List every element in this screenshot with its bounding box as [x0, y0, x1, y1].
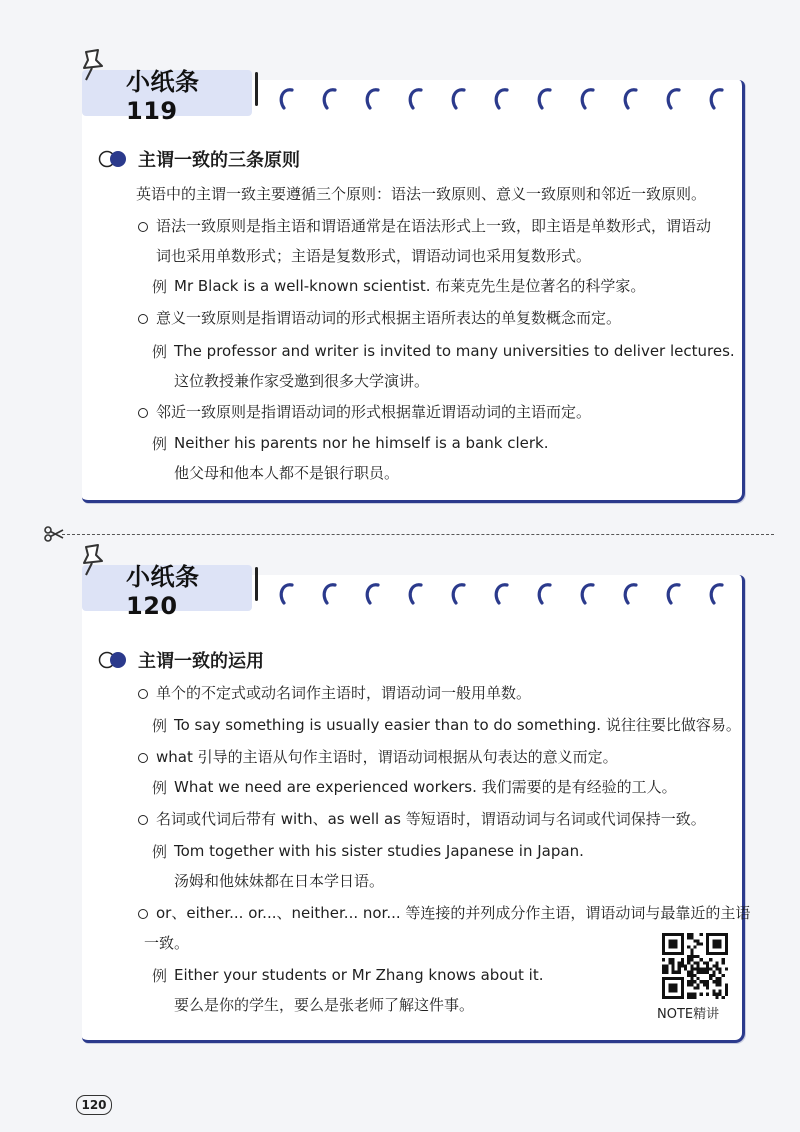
scissors-icon [44, 524, 64, 544]
binder-ring [324, 585, 335, 603]
toggle-icon [98, 150, 130, 168]
qr-caption: NOTE精讲 [657, 1007, 720, 1022]
example-text: What we need are experienced workers. 我们需要的是有经验的工人。 [174, 778, 677, 796]
toggle-icon [98, 651, 130, 669]
binder-ring [281, 90, 292, 108]
binder-ring [410, 90, 421, 108]
binder-ring [324, 90, 335, 108]
tab-divider [255, 72, 258, 106]
card-title: 小纸条 119 [126, 67, 200, 125]
example-label: 例 [152, 278, 168, 296]
bullet [138, 753, 148, 763]
binder-ring [539, 90, 550, 108]
example-translation: 他父母和他本人都不是银行职员。 [174, 464, 400, 482]
qr-code[interactable] [662, 933, 728, 999]
binder-ring [281, 585, 292, 603]
cut-line [62, 534, 774, 535]
note-card-119 [82, 67, 745, 503]
example-label: 例 [152, 967, 168, 985]
example-text: Mr Black is a well-known scientist. 布莱克先生是位著名的科学家。 [174, 277, 646, 295]
bullet [138, 909, 148, 919]
example-translation: 汤姆和他妹妹都在日本学日语。 [174, 872, 385, 890]
tab-divider [255, 567, 258, 601]
binder-ring [496, 585, 507, 603]
card-tab [82, 562, 252, 620]
example-label: 例 [152, 343, 168, 361]
binder-ring [711, 90, 722, 108]
note-card-120 [82, 562, 751, 1043]
binder-ring [453, 585, 464, 603]
rule-text: 邻近一致原则是指谓语动词的形式根据靠近谓语动词的主语而定。 [156, 403, 592, 421]
binder-ring [668, 585, 679, 603]
bullet [138, 408, 148, 418]
rule-text: 一致。 [144, 934, 190, 952]
rule-text: 单个的不定式或动名词作主语时，谓语动词一般用单数。 [156, 684, 532, 702]
binder-ring [367, 585, 378, 603]
binder-ring [625, 90, 636, 108]
rule-text: 词也采用单数形式；主语是复数形式，谓语动词也采用复数形式。 [156, 247, 592, 265]
example-label: 例 [152, 717, 168, 735]
example-text: Either your students or Mr Zhang knows about it. [174, 966, 544, 984]
binder-rings [272, 579, 732, 607]
card-tab [82, 67, 252, 125]
binder-ring [582, 90, 593, 108]
bullet [138, 222, 148, 232]
binder-rings [272, 84, 732, 112]
binder-ring [539, 585, 550, 603]
bullet [138, 314, 148, 324]
card-title: 小纸条 120 [126, 562, 200, 620]
example-label: 例 [152, 435, 168, 453]
example-translation: 这位教授兼作家受邀到很多大学演讲。 [174, 372, 430, 390]
pushpin-icon [72, 46, 112, 86]
rule-text: 语法一致原则是指主语和谓语通常是在语法形式上一致，即主语是单数形式，谓语动 [156, 217, 712, 235]
rule-text: or、either... or...、neither... nor... 等连接的并列成分作主语，谓语动词与最靠近的主语 [156, 904, 751, 922]
section-heading [98, 146, 300, 172]
page-number: 120 [76, 1095, 112, 1115]
binder-ring [711, 585, 722, 603]
bullet [138, 815, 148, 825]
pushpin-icon [72, 541, 112, 581]
example-text: Tom together with his sister studies Japanese in Japan. [174, 842, 584, 860]
section-heading [98, 647, 264, 673]
example-translation: 要么是你的学生，要么是张老师了解这件事。 [174, 996, 475, 1014]
rule-text: what 引导的主语从句作主语时，谓语动词根据从句表达的意义而定。 [156, 748, 618, 766]
example-text: The professor and writer is invited to many universities to deliver lectures. [174, 342, 735, 360]
binder-ring [668, 90, 679, 108]
example-text: To say something is usually easier than to do something. 说往往要比做容易。 [174, 716, 741, 734]
binder-ring [582, 585, 593, 603]
intro-text: 英语中的主谓一致主要遵循三个原则：语法一致原则、意义一致原则和邻近一致原则。 [136, 185, 707, 203]
binder-ring [410, 585, 421, 603]
bullet [138, 689, 148, 699]
binder-ring [367, 90, 378, 108]
example-text: Neither his parents nor he himself is a bank clerk. [174, 434, 549, 452]
binder-ring [453, 90, 464, 108]
example-label: 例 [152, 843, 168, 861]
section-title: 主谓一致的三条原则 [138, 150, 300, 171]
rule-text: 意义一致原则是指谓语动词的形式根据主语所表达的单复数概念而定。 [156, 309, 622, 327]
rule-text: 名词或代词后带有 with、as well as 等短语时，谓语动词与名词或代词保持一致。 [156, 810, 706, 828]
section-title: 主谓一致的运用 [138, 651, 264, 672]
example-label: 例 [152, 779, 168, 797]
binder-ring [496, 90, 507, 108]
binder-ring [625, 585, 636, 603]
